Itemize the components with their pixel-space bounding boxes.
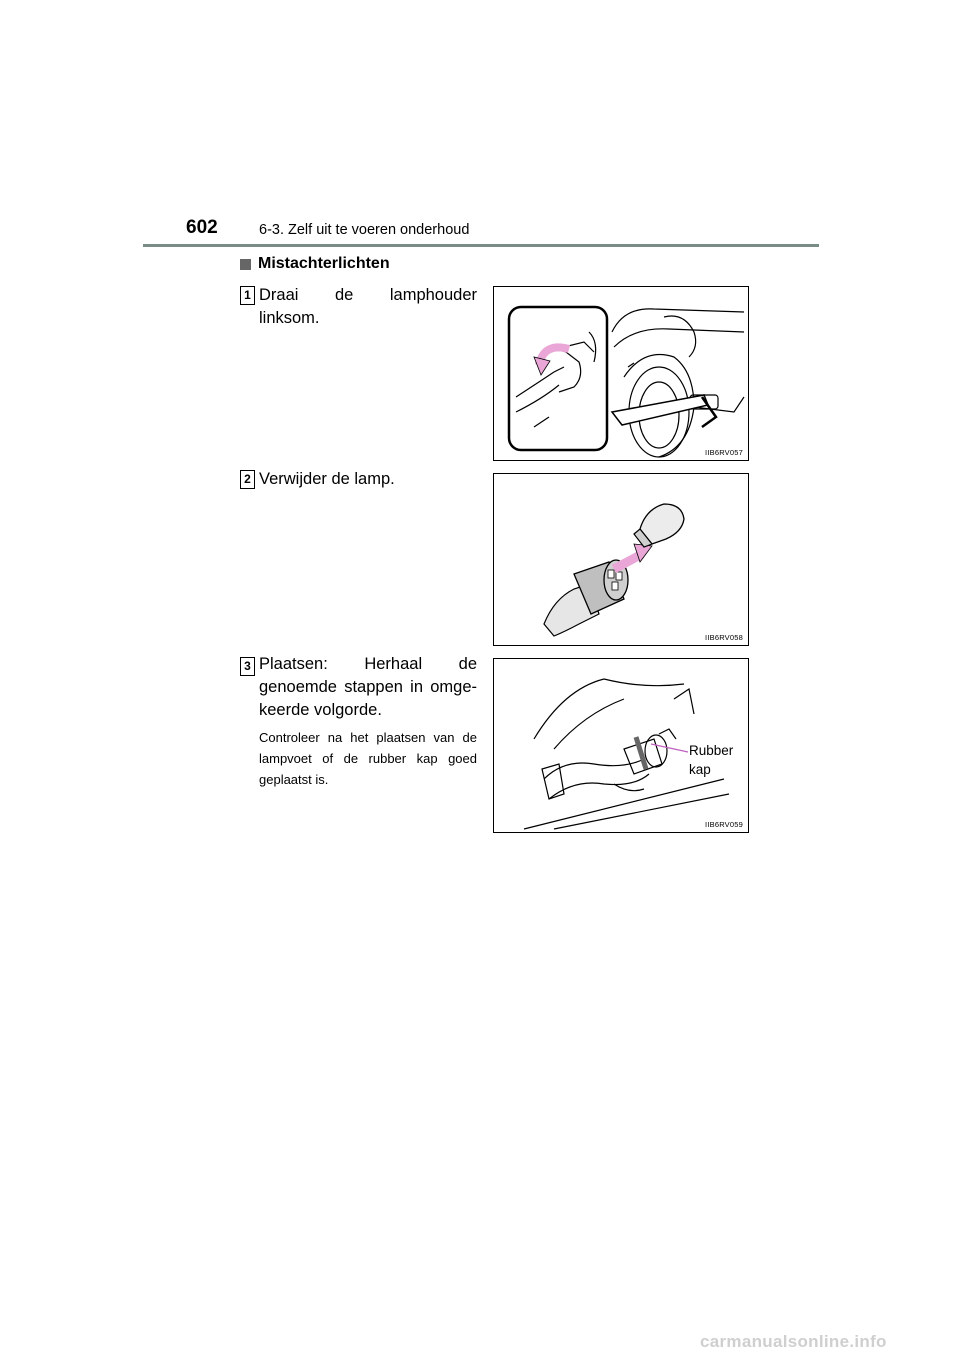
step-2-badge: 2 bbox=[240, 470, 255, 489]
fig2-illustration bbox=[494, 474, 749, 646]
watermark: carmanualsonline.info bbox=[700, 1332, 887, 1351]
header-divider bbox=[143, 244, 819, 247]
figure-rotate-lampholder bbox=[493, 286, 749, 461]
step-1-text: Draai de lamphouder linksom. bbox=[259, 286, 477, 327]
figure-code: IIB6RV058 bbox=[705, 633, 743, 642]
figure-rubber-cap bbox=[493, 658, 749, 833]
subsection-title: Mistachterlichten bbox=[258, 255, 390, 272]
step-3-badge: 3 bbox=[240, 657, 255, 676]
figure-code: IIB6RV057 bbox=[705, 448, 743, 457]
subsection-heading bbox=[240, 255, 390, 273]
figure-code: IIB6RV059 bbox=[705, 820, 743, 829]
figure-remove-bulb bbox=[493, 473, 749, 646]
section-title: 6-3. Zelf uit te voeren onderhoud bbox=[259, 222, 470, 238]
step-3-text: Plaatsen: Herhaal de genoemde stappen in omge-keerde volgorde. bbox=[259, 655, 477, 719]
callout-rubber-cap: Rubber kap bbox=[689, 743, 734, 777]
square-bullet-icon bbox=[240, 259, 251, 270]
step-2-text: Verwijder de lamp. bbox=[259, 470, 395, 488]
note-text: Controleer na het plaatsen van de lampvoet of de rubber kap goed geplaatst is. bbox=[259, 730, 477, 787]
fig1-illustration bbox=[494, 287, 749, 461]
step-1-badge: 1 bbox=[240, 286, 255, 305]
page-number: 602 bbox=[186, 217, 218, 238]
